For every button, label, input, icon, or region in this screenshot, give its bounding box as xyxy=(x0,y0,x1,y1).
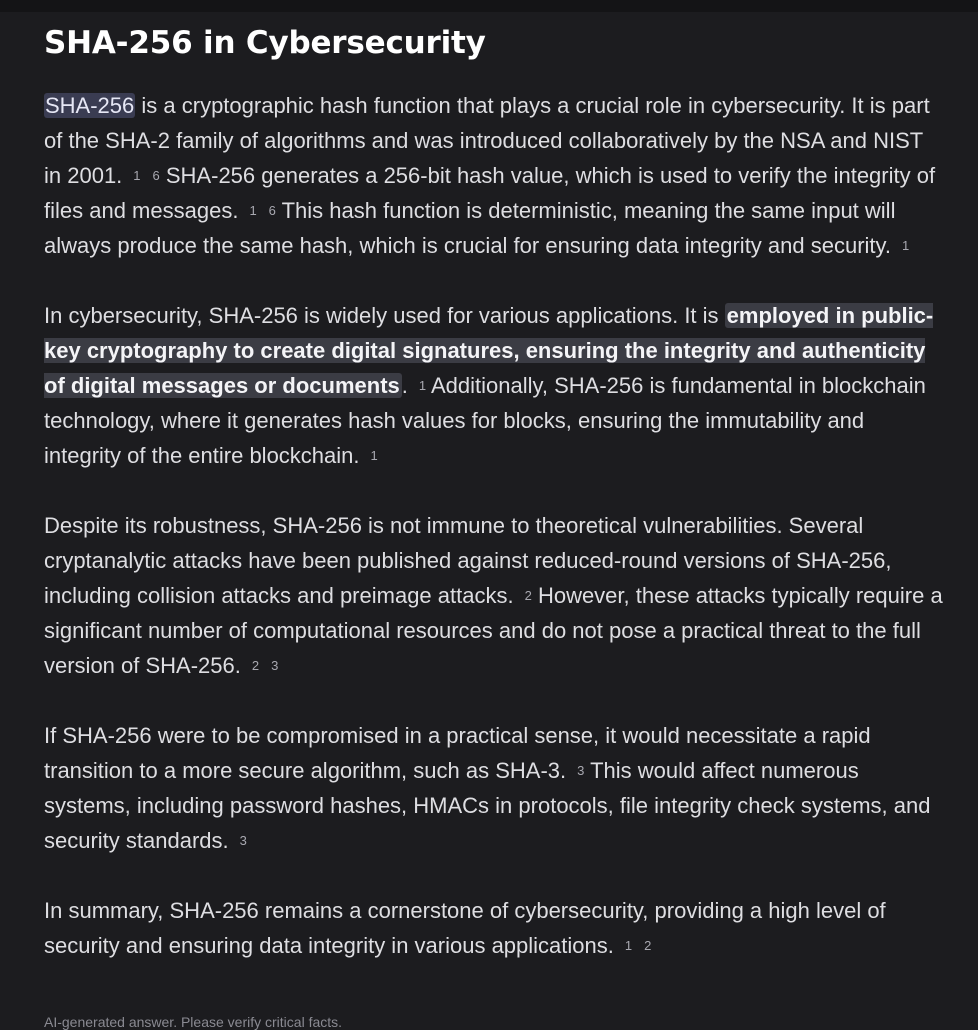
answer-content xyxy=(44,12,944,963)
highlighted-passage[interactable]: employed in public-key cryptography to create digital signatures, ensuring the integrity and authenticity of digital messages or documents xyxy=(44,303,934,398)
paragraph-applications xyxy=(44,298,944,473)
page-title: SHA-256 in Cybersecurity xyxy=(44,25,486,61)
disclaimer-text: AI-generated answer. Please verify critical facts. xyxy=(44,1014,343,1030)
citation-link[interactable]: 1 xyxy=(624,938,633,953)
text: is a cryptographic hash function that plays a crucial role in cybersecurity. It is part of the SHA-2 family of algorithms and was introduced collaboratively by the NSA and NIST in 2001. xyxy=(44,93,930,188)
text: This would affect numerous systems, including password hashes, HMACs in protocols, file integrity check systems, and security standards. xyxy=(44,758,931,853)
text: SHA-256 generates a 256-bit hash value, which is used to verify the integrity of files and messages. xyxy=(44,163,936,223)
citation-link[interactable]: 3 xyxy=(577,763,585,778)
paragraph-intro xyxy=(44,88,944,263)
citation-link[interactable]: 3 xyxy=(239,833,247,848)
citation-link[interactable]: 6 xyxy=(152,168,160,183)
citation-link[interactable]: 1 xyxy=(370,448,378,463)
text: However, these attacks typically require a significant number of computational resources and do not pose a practical threat to the full version of SHA-256. xyxy=(44,583,943,678)
paragraph-vulnerabilities xyxy=(44,508,944,683)
citation-link[interactable]: 1 xyxy=(249,203,257,218)
citation-link[interactable]: 1 xyxy=(902,238,910,253)
citation-link[interactable]: 2 xyxy=(524,588,532,603)
citation-link[interactable]: 3 xyxy=(271,658,279,673)
citation-link[interactable]: 2 xyxy=(251,658,260,673)
text: If SHA-256 were to be compromised in a practical sense, it would necessitate a rapid transition to a more secure algorithm, such as SHA-3. xyxy=(44,723,871,783)
citation-link[interactable]: 2 xyxy=(644,938,652,953)
highlighted-term[interactable]: SHA-256 xyxy=(45,93,135,118)
text: . xyxy=(401,373,408,398)
paragraph-summary xyxy=(44,893,944,963)
text: This hash function is deterministic, meaning the same input will always produce the same hash, which is crucial for ensuring data integrity and security. xyxy=(44,198,896,258)
text: In cybersecurity, SHA-256 is widely used for various applications. It is xyxy=(44,303,725,328)
citation-link[interactable]: 1 xyxy=(133,168,141,183)
top-bar xyxy=(0,0,978,12)
text: In summary, SHA-256 remains a cornerstone of cybersecurity, providing a high level of security and ensuring data integrity in various applications. xyxy=(44,898,886,958)
citation-link[interactable]: 1 xyxy=(418,378,427,393)
text: Despite its robustness, SHA-256 is not immune to theoretical vulnerabilities. Several cryptanalytic attacks have been published against reduced-round versions of SHA-256, including collision attacks and preimage attacks. xyxy=(44,513,892,608)
paragraph-compromise xyxy=(44,718,944,858)
citation-link[interactable]: 6 xyxy=(268,203,276,218)
text: Additionally, SHA-256 is fundamental in blockchain technology, where it generates hash values for blocks, ensuring the immutability and integrity of the entire blockchain. xyxy=(44,373,926,468)
